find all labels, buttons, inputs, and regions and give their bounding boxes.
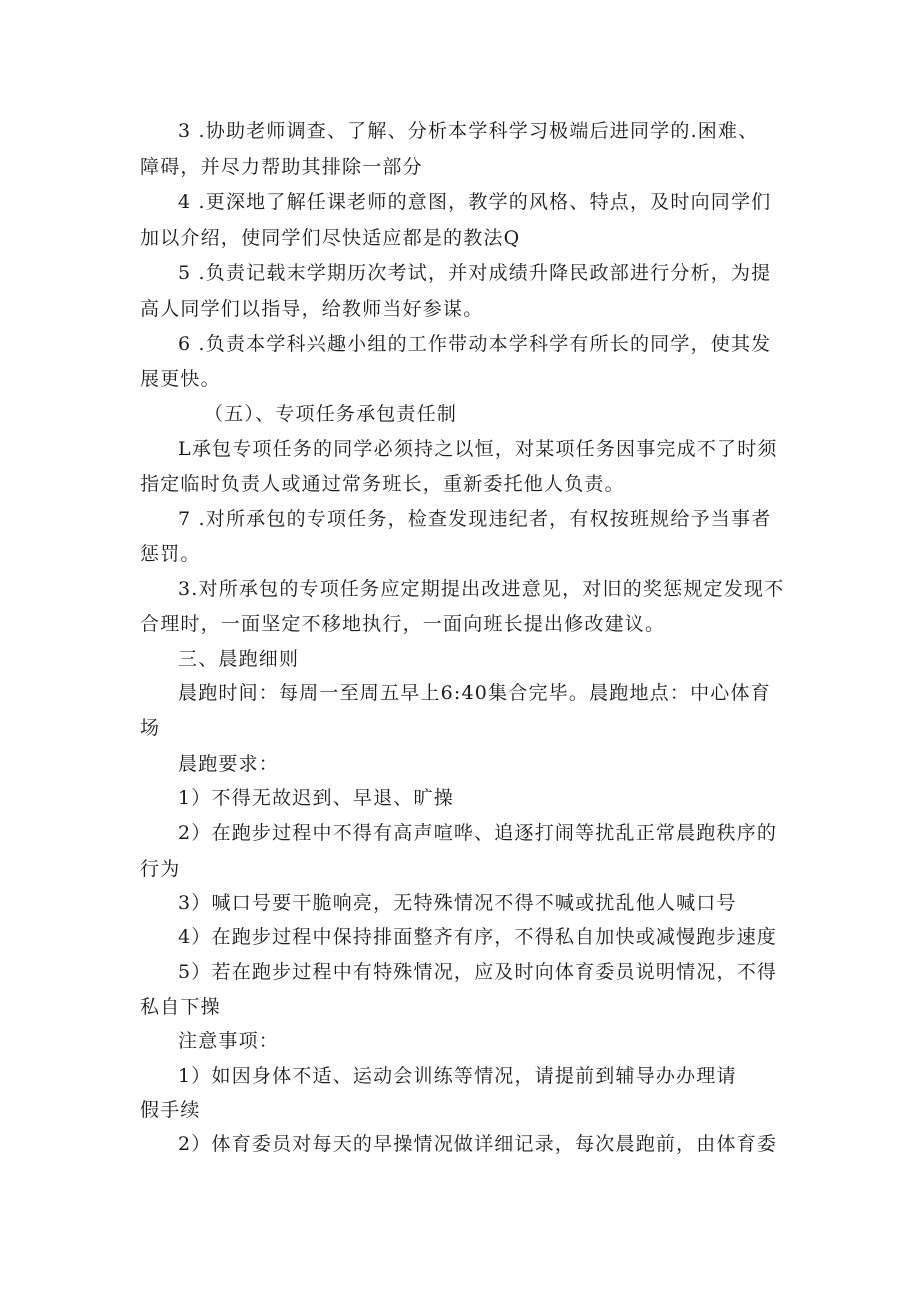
item-3-line-2: 障碍，并尽力帮助其排除一部分 [140, 156, 423, 178]
item-4-line-2: 加以介绍，使同学们尽快适应都是的教法Q [140, 227, 521, 249]
rule-3-line-2: 合理时，一面坚定不移地执行，一面向班长提出修改建议。 [140, 613, 666, 635]
item-3-line-1: 3 .协助老师调查、了解、分析本学科学习极端后进同学的.困难、 [178, 120, 759, 142]
requirement-2-line-1: 2）在跑步过程中不得有高声喧哗、追逐打闹等扰乱正常晨跑秩序的 [178, 822, 778, 844]
rule-1-line-2: 指定临时负责人或通过常务班长，重新委托他人负责。 [140, 473, 625, 495]
rule-1-line-1: L承包专项任务的同学必须持之以恒，对某项任务因事完成不了时须 [178, 438, 778, 460]
requirement-2-line-2: 行为 [140, 858, 181, 880]
run-time-line-2: 场 [140, 717, 161, 739]
requirement-1: 1）不得无故迟到、早退、旷操 [178, 787, 454, 809]
item-4-line-1: 4 .更深地了解任课老师的意图，教学的风格、特点，及时向同学们 [178, 191, 772, 213]
section-heading-five: （五）、专项任务承包责任制 [204, 403, 458, 425]
item-5-line-1: 5 .负责记载末学期历次考试，并对成绩升降民政部进行分析，为提 [178, 262, 772, 284]
item-6-line-2: 展更快。 [140, 368, 221, 390]
requirement-5-line-2: 私自下操 [140, 996, 221, 1018]
item-6-line-1: 6 .负责本学科兴趣小组的工作带动本学科学有所长的同学，使其发 [178, 333, 772, 355]
item-5-line-2: 高人同学们以指导，给教师当好参谋。 [140, 298, 484, 320]
note-2-line-1: 2）体育委员对每天的早操情况做详细记录，每次晨跑前，由体育委 [178, 1133, 778, 1155]
requirement-5-line-1: 5）若在跑步过程中有特殊情况，应及时向体育委员说明情况，不得 [178, 961, 778, 983]
notes-label: 注意事项： [178, 1030, 280, 1052]
note-1-line-2: 假手续 [140, 1099, 201, 1121]
rule-7-line-1: 7 .对所承包的专项任务，检查发现违纪者，有权按班规给予当事者 [178, 508, 772, 530]
requirement-4: 4）在跑步过程中保持排面整齐有序，不得私自加快或减慢跑步速度 [178, 926, 778, 948]
run-time-line-1: 晨跑时间：每周一至周五早上6:40集合完毕。晨跑地点：中心体育 [178, 682, 771, 704]
rule-3-line-1: 3.对所承包的专项任务应定期提出改进意见，对旧的奖惩规定发现不 [178, 578, 785, 600]
rule-7-line-2: 惩罚。 [140, 543, 201, 565]
requirement-3: 3）喊口号要干脆响亮，无特殊情况不得不喊或扰乱他人喊口号 [178, 892, 737, 914]
section-heading-three: 三、晨跑细则 [178, 648, 300, 670]
note-1-line-1: 1）如因身体不适、运动会训练等情况，请提前到辅导办办理请 [178, 1065, 737, 1087]
run-requirements-label: 晨跑要求： [178, 753, 280, 775]
